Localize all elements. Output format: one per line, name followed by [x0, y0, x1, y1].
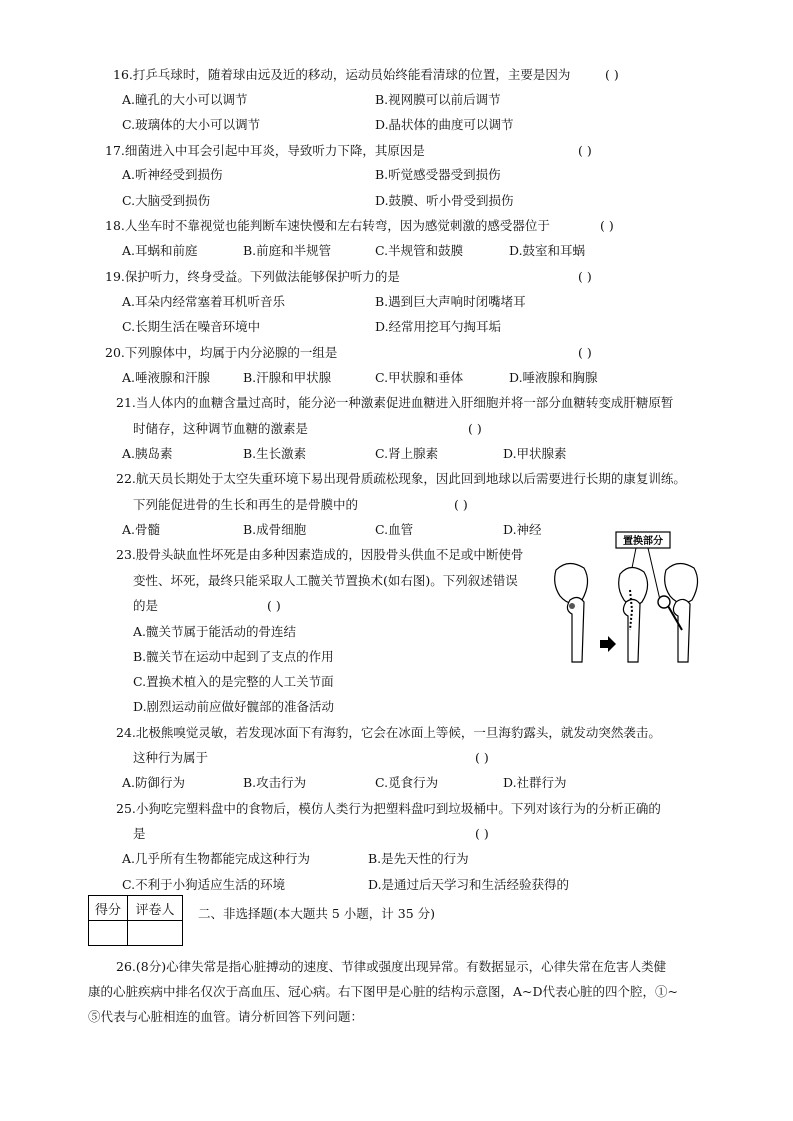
q25-option-d: D.是通过后天学习和生活经验获得的	[368, 877, 570, 892]
q22-stem-line1: 22.航天员长期处于太空失重环境下易出现骨质疏松现象，因此回到地球以后需要进行长期的康复训练。	[116, 471, 686, 486]
q22-option-c: C.血管	[375, 522, 414, 537]
q21-option-d: D.甲状腺素	[503, 446, 567, 461]
q16-answer-paren: ( )	[605, 67, 619, 82]
q18-answer-paren: ( )	[600, 218, 614, 233]
q19-option-c: C.长期生活在噪音环境中	[122, 319, 261, 334]
q25-stem-line2: 是	[133, 826, 146, 841]
figure-label: 置换部分	[623, 536, 663, 547]
q23-stem-line2: 变性、坏死，最终只能采取人工髋关节置换术(如右图)。下列叙述错误	[133, 573, 518, 588]
q17-option-d: D.鼓膜、听小骨受到损伤	[375, 193, 514, 208]
grader-label: 评卷人	[128, 896, 183, 921]
q16-option-d: D.晶状体的曲度可以调节	[375, 117, 514, 132]
q23-option-d: D.剧烈运动前应做好髋部的准备活动	[133, 699, 335, 714]
q25-option-c: C.不利于小狗适应生活的环境	[122, 877, 286, 892]
q25-option-b: B.是先天性的行为	[368, 851, 469, 866]
q24-stem-line2: 这种行为属于	[133, 750, 209, 765]
q19-option-d: D.经常用挖耳勺掏耳垢	[375, 319, 502, 334]
q16-option-b: B.视网膜可以前后调节	[375, 92, 501, 107]
q19-stem: 19.保护听力，终身受益。下列做法能够保护听力的是	[105, 269, 400, 284]
q23-stem-line3: 的是	[133, 598, 159, 613]
q26-line1: 26.(8分)心律失常是指心脏搏动的速度、节律或强度出现异常。有数据显示，心律失常在危害人类健	[116, 959, 667, 974]
q25-option-a: A.几乎所有生物都能完成这种行为	[122, 851, 311, 866]
q17-option-c: C.大脑受到损伤	[122, 193, 211, 208]
q19-option-b: B.遇到巨大声响时闭嘴堵耳	[375, 294, 526, 309]
q21-option-c: C.肾上腺素	[375, 446, 439, 461]
q23-option-c: C.置换术植入的是完整的人工关节面	[133, 674, 334, 689]
q23-option-b: B.髋关节在运动中起到了支点的作用	[133, 649, 334, 664]
q16-option-a: A.瞳孔的大小可以调节	[122, 92, 248, 107]
q18-stem: 18.人坐车时不靠视觉也能判断车速快慢和左右转弯，因为感觉刺激的感受器位于	[105, 218, 550, 233]
q17-stem: 17.细菌进入中耳会引起中耳炎，导致听力下降，其原因是	[105, 143, 425, 158]
q20-option-b: B.汗腺和甲状腺	[243, 370, 332, 385]
q24-stem-line1: 24.北极熊嗅觉灵敏，若发现冰面下有海豹，它会在冰面上等候，一旦海豹露头，就发动突然袭击。	[116, 725, 661, 740]
q26-line2: 康的心脏疾病中排名仅次于高血压、冠心病。右下图甲是心脏的结构示意图，A~D代表心脏的四个腔，①~	[88, 984, 678, 999]
q21-stem-line2: 时储存，这种调节血糖的激素是	[133, 421, 309, 436]
q24-option-d: D.社群行为	[503, 775, 567, 790]
q25-answer-paren: ( )	[475, 826, 489, 841]
q25-stem-line1: 25.小狗吃完塑料盘中的食物后，模仿人类行为把塑料盘叼到垃圾桶中。下列对该行为的分析正确的	[116, 801, 661, 816]
q20-stem: 20.下列腺体中，均属于内分泌腺的一组是	[105, 345, 338, 360]
q24-option-c: C.觅食行为	[375, 775, 439, 790]
q26-line3: ⑤代表与心脏相连的血管。请分析回答下列问题：	[88, 1009, 364, 1024]
q20-option-a: A.唾液腺和汗腺	[122, 370, 211, 385]
grader-cell[interactable]	[128, 921, 183, 946]
q21-option-a: A.胰岛素	[122, 446, 173, 461]
q23-stem-line1: 23.股骨头缺血性坏死是由多种因素造成的，因股骨头供血不足或中断使骨	[116, 547, 524, 562]
section2-title: 二、非选择题(本大题共 5 小题，计 35 分)	[198, 906, 436, 921]
q18-option-c: C.半规管和鼓膜	[375, 243, 464, 258]
q18-option-b: B.前庭和半规管	[243, 243, 332, 258]
q22-option-d: D.神经	[503, 522, 542, 537]
hip-replacement-figure	[548, 530, 708, 670]
q17-option-b: B.听觉感受器受到损伤	[375, 167, 501, 182]
q22-stem-line2: 下列能促进骨的生长和再生的是骨膜中的	[133, 497, 359, 512]
q21-option-b: B.生长激素	[243, 446, 307, 461]
q18-option-a: A.耳蜗和前庭	[122, 243, 198, 258]
q18-option-d: D.鼓室和耳蜗	[509, 243, 586, 258]
q22-option-a: A.骨髓	[122, 522, 161, 537]
score-box	[88, 895, 183, 946]
q16-stem: 16.打乒乓球时，随着球由远及近的移动，运动员始终能看清球的位置，主要是因为	[113, 67, 571, 82]
q17-answer-paren: ( )	[578, 143, 592, 158]
q24-option-b: B.攻击行为	[243, 775, 307, 790]
q17-option-a: A.听神经受到损伤	[122, 167, 223, 182]
q19-answer-paren: ( )	[578, 269, 592, 284]
q21-stem-line1: 21.当人体内的血糖含量过高时，能分泌一种激素促进血糖进入肝细胞并将一部分血糖转变成肝糖原暂	[116, 395, 674, 410]
q19-option-a: A.耳朵内经常塞着耳机听音乐	[122, 294, 286, 309]
q20-answer-paren: ( )	[578, 345, 592, 360]
q22-option-b: B.成骨细胞	[243, 522, 307, 537]
q24-option-a: A.防御行为	[122, 775, 186, 790]
q20-option-c: C.甲状腺和垂体	[375, 370, 464, 385]
q22-answer-paren: ( )	[454, 497, 468, 512]
q24-answer-paren: ( )	[475, 750, 489, 765]
q23-answer-paren: ( )	[267, 598, 281, 613]
score-cell[interactable]	[89, 921, 128, 946]
q16-option-c: C.玻璃体的大小可以调节	[122, 117, 261, 132]
q20-option-d: D.唾液腺和胸腺	[509, 370, 598, 385]
q21-answer-paren: ( )	[468, 421, 482, 436]
q23-option-a: A.髋关节属于能活动的骨连结	[133, 624, 297, 639]
score-label: 得分	[89, 896, 128, 921]
